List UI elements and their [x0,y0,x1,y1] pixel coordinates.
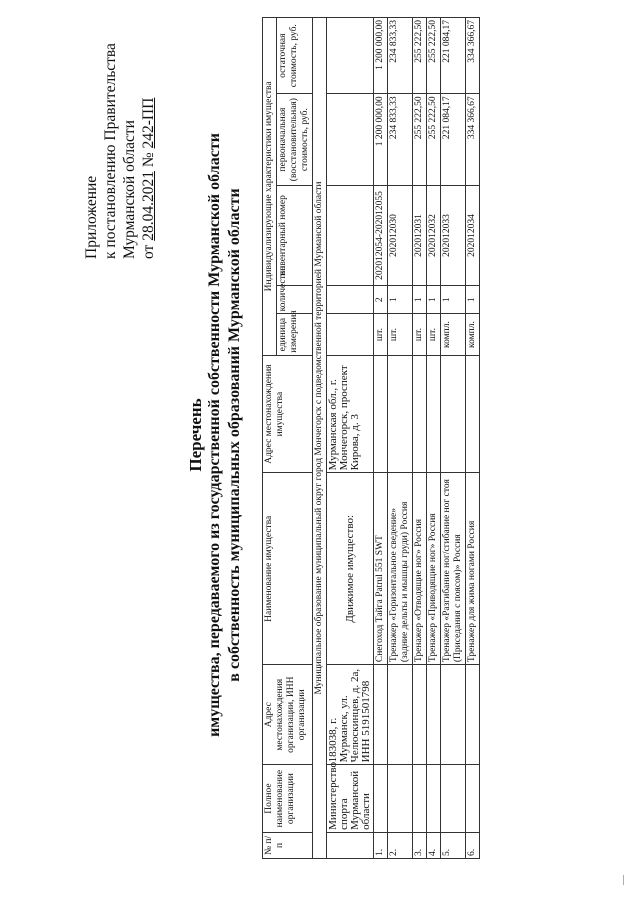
org-row-empty-2 [327,286,374,314]
item-initial-cost: 255 222,50 [413,94,427,186]
row-org-empty [388,765,413,833]
document-subtitle-1: имущества, передаваемого из государственной собственности Мурманской области [206,133,223,737]
item-unit: шт. [388,314,413,355]
attachment-line-2: к постановлению Правительства [102,43,119,259]
row-org-empty [374,765,388,833]
item-name: Тренажер для жима ногами Россия [466,473,480,665]
item-name: Снегоход Тайга Patrul 551 SWT [374,473,388,665]
row-org-empty [413,765,427,833]
item-residual-cost: 1 200 000,00 [374,18,388,94]
item-initial-cost: 1 200 000,00 [374,94,388,186]
header-num: № п/п [263,832,313,858]
resolution-number: 242-ПП [140,97,157,149]
item-qty: 1 [466,286,480,314]
item-unit: компл. [441,314,466,355]
item-initial-cost: 334 366,67 [466,94,480,186]
header-item-name: Наименование имущества [263,473,313,665]
row-org-address-empty [388,665,413,765]
org-row-num [327,832,374,858]
item-inventory: 202012032 [427,185,441,285]
header-org-address: Адрес местонахождения организации, ИНН организации [263,665,313,765]
row-number: 3. [413,832,427,858]
header-unit: единица измерения [277,314,313,355]
table-row [413,18,427,859]
section-row [313,18,327,859]
item-unit: шт. [374,314,388,355]
attachment-line-3: Мурманской области [121,120,138,259]
item-address: Мурманская обл., г. Мончегорск, проспект Кирова, д. 3 [327,355,374,473]
header-item-address: Адрес местонахождения имущества [263,355,313,473]
table-row [388,18,413,859]
header-residual-cost: остаточная стоимость, руб. [277,18,313,94]
item-name: Тренажер «Отводящие ног» Россия [413,473,427,665]
resolution-date: 28.04.2021 [140,171,157,241]
item-qty: 1 [413,286,427,314]
header-row-1 [263,18,277,859]
row-number: 5. [441,832,466,858]
row-item-address-empty [413,355,427,473]
row-number: 6. [466,832,480,858]
item-inventory: 202012033 [441,185,466,285]
number-prefix: № [140,152,157,168]
item-inventory: 202012054-202012055 [374,185,388,285]
attachment-line-1: Приложение [83,175,100,259]
item-qty: 1 [427,286,441,314]
table-row [441,18,466,859]
header-initial-cost: первоначальная (восстановительная) стоимость, руб. [277,94,313,186]
row-org-address-empty [413,665,427,765]
item-qty: 2 [374,286,388,314]
item-initial-cost: 255 222,50 [427,94,441,186]
item-initial-cost: 234 833,33 [388,94,413,186]
item-rows [374,18,480,859]
row-item-address-empty [388,355,413,473]
org-address: 183038, г. Мурманск, ул. Челюскинцев, д. 2а, ИНН 5191501798 [327,665,374,765]
row-item-address-empty [427,355,441,473]
footer-mark: — [618,875,629,885]
item-name: Тренажер «Горизонтальное сведение» (задние дельты и мышцы груди) Россия [388,473,413,665]
document-title: Перечень [186,398,205,472]
table-row [374,18,388,859]
row-item-address-empty [441,355,466,473]
attachment-block [82,43,158,259]
item-name: Тренажер «Разгибание ног/сгибание ног стоя (Приседания с поясом)» Россия [441,473,466,665]
item-inventory: 202012030 [388,185,413,285]
row-org-address-empty [441,665,466,765]
header-inventory: инвентарный номер [277,185,313,285]
table-row [427,18,441,859]
item-inventory: 202012034 [466,185,480,285]
row-org-empty [466,765,480,833]
item-residual-cost: 221 084,17 [441,18,466,94]
org-row-empty-3 [327,185,374,285]
item-residual-cost: 234 833,33 [388,18,413,94]
row-item-address-empty [466,355,480,473]
item-qty: 1 [388,286,413,314]
item-residual-cost: 255 222,50 [413,18,427,94]
item-unit: шт. [427,314,441,355]
row-number: 1. [374,832,388,858]
header-qty: количество [277,286,313,314]
item-qty: 1 [441,286,466,314]
item-unit: компл. [466,314,480,355]
row-org-empty [441,765,466,833]
org-name: Министерство спорта Мурманской области [327,765,374,833]
org-row-empty-4 [327,94,374,186]
date-prefix: от [140,244,157,259]
header-group: Индивидуализирующие характеристики имущества [263,18,277,356]
row-number: 2. [388,832,413,858]
document-subtitle-2: в собственность муниципальных образований Мурманской области [226,188,243,682]
row-number: 4. [427,832,441,858]
row-org-empty [427,765,441,833]
property-table [262,17,480,859]
org-row [327,18,374,859]
table-row [466,18,480,859]
row-item-address-empty [374,355,388,473]
item-initial-cost: 221 084,17 [441,94,466,186]
item-inventory: 202012031 [413,185,427,285]
header-org-name: Полное наименование организации [263,765,313,833]
item-unit: шт. [413,314,427,355]
section-title: Муниципальное образование муниципальный округ город Мончегорск с подведомственной территорией Мурманской области [313,18,327,859]
movable-label: Движимое имущество: [327,473,374,665]
item-residual-cost: 334 366,67 [466,18,480,94]
org-row-empty-1 [327,314,374,355]
row-org-address-empty [466,665,480,765]
item-residual-cost: 255 222,50 [427,18,441,94]
org-row-empty-5 [327,18,374,94]
row-org-address-empty [374,665,388,765]
item-name: Тренажер «Приводящие ног» Россия [427,473,441,665]
row-org-address-empty [427,665,441,765]
attachment-date-line [139,43,158,259]
